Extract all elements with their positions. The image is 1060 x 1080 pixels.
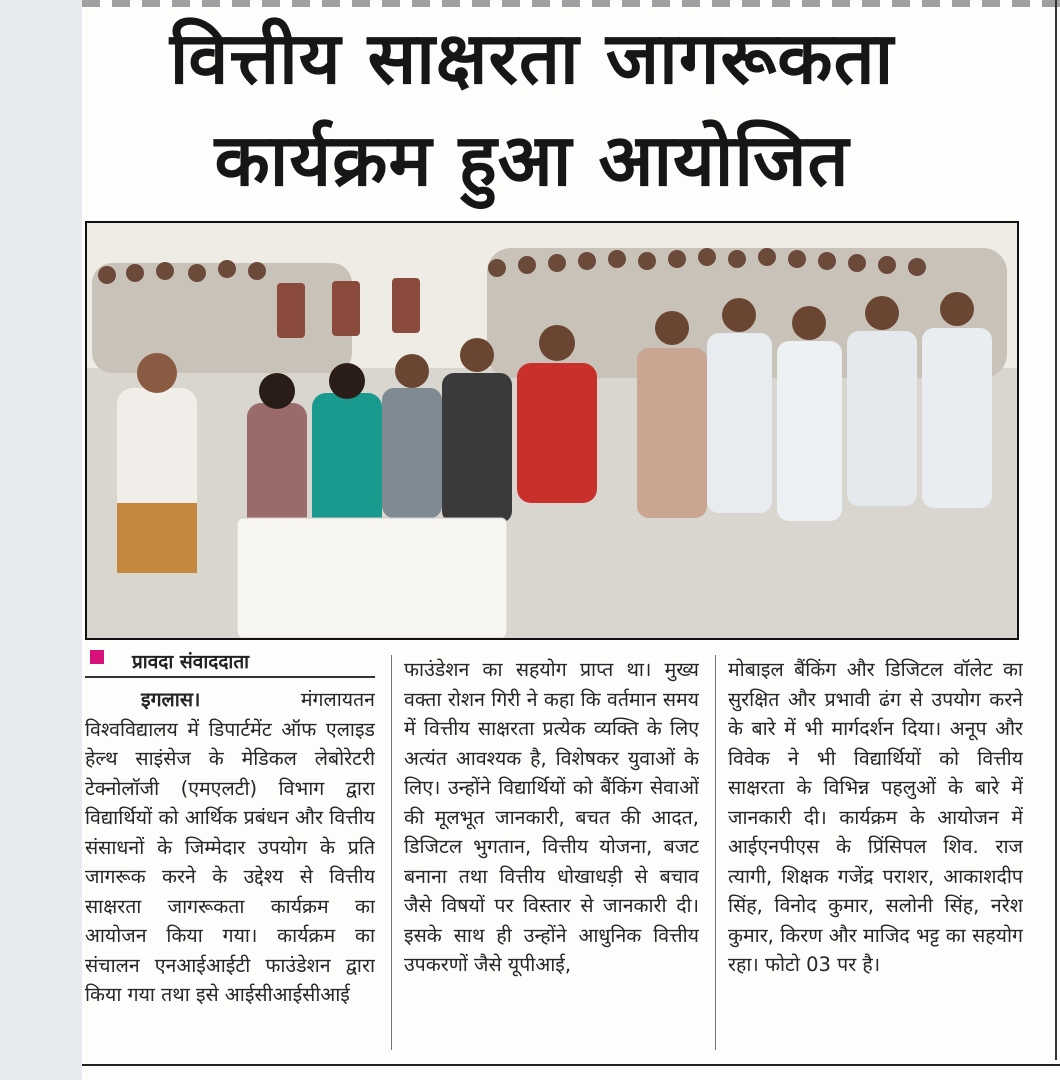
left-margin [0, 0, 82, 1080]
headline-line-1: वित्तीय साक्षरता जागरूकता [169, 16, 895, 100]
column-divider [715, 655, 716, 1050]
byline-marker [90, 650, 104, 664]
event-photo-illustration [87, 223, 1017, 638]
article-column-3 [728, 655, 1023, 1060]
article-text-column-3: मोबाइल बैंकिंग और डिजिटल वॉलेट का सुरक्षित और प्रभावी ढंग से उपयोग करने के बारे में भी मार्गदर्शन दिया। अनूप और विवेक ने भी विद्यार्थियों को वित्तीय साक्षरता के विभिन्न पहलुओं के बारे में जानकारी दी। कार्यक्रम के आयोजन में आईएनपीएस के प्रिंसिपल शिव. राज त्यागी, शिक्षक गजेंद्र पराशर, आकाशदीप सिंह, विनोद कुमार, सलोनी सिंह, नरेश कुमार, किरण और माजिद भट्ट का सहयोग रहा। फोटो 03 पर है। [728, 658, 1023, 976]
byline-rule [85, 676, 375, 678]
byline: प्रावदा संवाददाता [132, 651, 250, 673]
article-text-column-2: फाउंडेशन का सहयोग प्राप्त था। मुख्य वक्ता रोशन गिरी ने कहा कि वर्तमान समय में वित्तीय साक्षरता प्रत्येक व्यक्ति के लिए अत्यंत आवश्यक है, विशेषकर युवाओं के लिए। उन्होंने विद्यार्थियों को बैंकिंग सेवाओं की मूलभूत जानकारी, बचत की आदत, डिजिटल भुगतान, वित्तीय योजना, बजट बनाना तथा वित्तीय धोखाधड़ी से बचाव जैसे विषयों पर विस्तार से जानकारी दी। इसके साथ ही उन्होंने आधुनिक वित्तीय उपकरणों जैसे यूपीआई, [404, 658, 699, 976]
article-text-column-1: मंगलायतन विश्वविद्यालय में डिपार्टमेंट ऑफ एलाइड हेल्थ साइंसेज के मेडिकल लेबोरेटरी टेक्नोलॉजी (एमएलटी) विभाग द्वारा विद्यार्थियों को आर्थिक प्रबंधन और वित्तीय संसाधनों के जिम्मेदार उपयोग के प्रति जागरूक करने के उद्देश्य से वित्तीय साक्षरता जागरूकता कार्यक्रम का आयोजन किया गया। कार्यक्रम का संचालन एनआईआईटी फाउंडेशन द्वारा किया गया तथा इसे आईसीआईसीआई [85, 688, 375, 1006]
clipping-cut-edge [82, 0, 1060, 7]
next-article-border [82, 1064, 1060, 1080]
event-photo [85, 221, 1019, 640]
column-divider [391, 655, 392, 1050]
article-column-1 [85, 685, 375, 1080]
newspaper-clipping [82, 0, 1060, 1080]
headline-line-2: कार्यक्रम हुआ आयोजित [214, 118, 850, 202]
clipping-right-border [1055, 0, 1057, 1060]
dateline: इगलास। [141, 688, 201, 711]
article-column-2 [404, 655, 699, 1060]
